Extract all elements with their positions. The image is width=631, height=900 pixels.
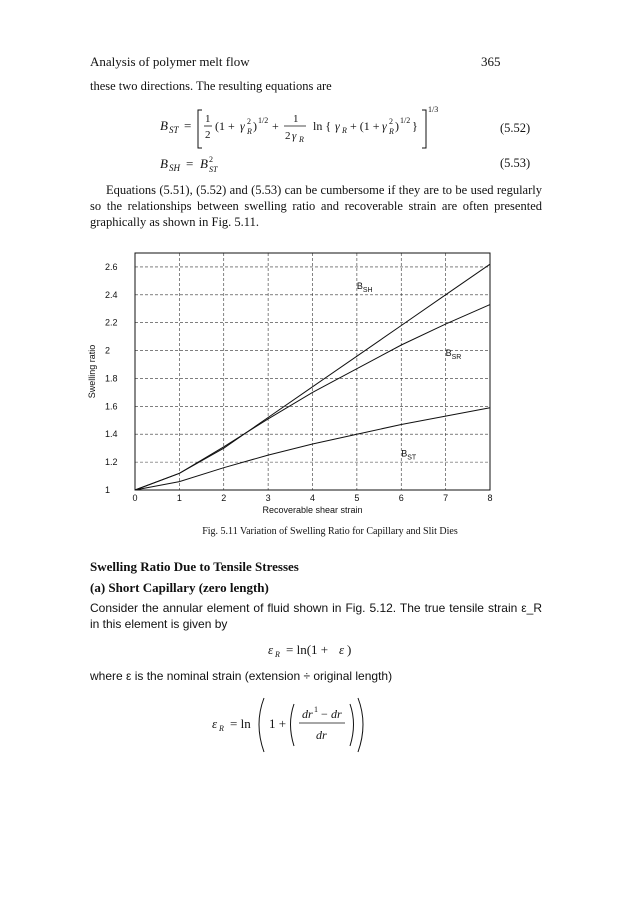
svg-text:}: }: [412, 119, 418, 133]
equation-5-53: [160, 148, 280, 180]
x-tick-label: 0: [132, 493, 138, 503]
chart-ticks: [105, 262, 493, 503]
svg-text:2: 2: [389, 117, 393, 126]
subsection-heading: (a) Short Capillary (zero length): [90, 580, 269, 595]
y-tick-label: 1.8: [105, 373, 118, 384]
svg-text:B: B: [200, 156, 208, 171]
svg-text:γ: γ: [382, 119, 387, 133]
y-tick-label: 1.4: [105, 429, 118, 440]
figure-caption: Fig. 5.11 Variation of Swelling Ratio for Capillary and Slit Dies: [202, 526, 458, 537]
svg-text:= ln(1 +: = ln(1 +: [286, 642, 329, 657]
paragraph-nominal-strain: where ε is the nominal strain (extension ÷ original length): [90, 669, 393, 683]
svg-text:): ): [395, 119, 399, 133]
series-label-b-st: $B_{ST}$: [401, 448, 417, 462]
svg-text:2: 2: [205, 129, 211, 141]
svg-text:R: R: [219, 724, 224, 733]
svg-text:(1 +: (1 +: [215, 119, 235, 133]
svg-text:=: =: [184, 118, 192, 133]
y-tick-label: 2: [105, 345, 111, 356]
svg-text:ε: ε: [212, 716, 218, 731]
svg-text:R: R: [389, 127, 394, 136]
svg-text:2: 2: [247, 117, 251, 126]
svg-text:R: R: [275, 650, 280, 659]
series-label-b-sh: $B_{SH}$: [356, 281, 373, 295]
svg-text:1 +: 1 +: [269, 716, 287, 731]
svg-text:R: R: [299, 135, 304, 144]
y-tick-label: 2.6: [105, 261, 118, 272]
y-tick-label: 1.6: [105, 401, 118, 412]
svg-text:1: 1: [205, 113, 211, 125]
svg-text:): ): [347, 642, 352, 657]
equation-number-5-52: (5.52): [500, 121, 531, 135]
svg-text:dr: dr: [302, 707, 313, 721]
svg-text:2: 2: [285, 130, 291, 142]
x-tick-label: 6: [398, 493, 404, 503]
svg-text:1/2: 1/2: [400, 116, 411, 125]
svg-text:1: 1: [314, 705, 318, 714]
svg-text:ε: ε: [268, 642, 274, 657]
svg-text:−: −: [321, 707, 328, 721]
y-tick-label: 2.2: [105, 317, 118, 328]
svg-text:ln {: ln {: [313, 119, 332, 133]
x-tick-label: 4: [309, 493, 316, 503]
svg-text:γ: γ: [292, 130, 297, 142]
svg-text:γ: γ: [240, 119, 245, 133]
swelling-ratio-chart: [82, 243, 502, 518]
paragraph-tensile-strain: Consider the annular element of fluid shown in Fig. 5.12. The true tensile strain ε_R in this element is given by: [90, 601, 542, 631]
y-axis-label: Swelling ratio: [87, 344, 97, 399]
intro-text: these two directions. The resulting equations are: [90, 79, 332, 93]
equation-strain-expansion: [212, 690, 412, 760]
svg-text:2: 2: [209, 155, 213, 164]
y-tick-label: 1.2: [105, 457, 118, 468]
svg-text:+ (1 +: + (1 +: [350, 119, 380, 133]
svg-text:1/2: 1/2: [258, 116, 269, 125]
series-label-b-sr: $B_{SR}$: [445, 348, 462, 362]
svg-text:1: 1: [293, 113, 299, 125]
page-number: 365: [481, 54, 501, 69]
svg-text:ε: ε: [339, 642, 345, 657]
x-tick-label: 5: [354, 493, 360, 503]
running-header-title: Analysis of polymer melt flow: [90, 54, 250, 69]
x-tick-label: 3: [265, 493, 271, 503]
svg-text:SH: SH: [169, 163, 180, 173]
svg-text:ST: ST: [169, 125, 179, 135]
svg-text:=: =: [186, 156, 194, 171]
svg-text:+: +: [272, 119, 279, 133]
equation-number-5-53: (5.53): [500, 156, 531, 170]
svg-text:dr: dr: [331, 707, 342, 721]
svg-text:B: B: [160, 118, 168, 133]
svg-text:B: B: [160, 156, 168, 171]
y-tick-label: 2.4: [105, 289, 118, 300]
x-axis-label: Recoverable shear strain: [262, 505, 363, 515]
svg-text:): ): [253, 119, 257, 133]
x-tick-label: 1: [176, 493, 182, 503]
svg-text:ST: ST: [209, 165, 218, 174]
section-heading: Swelling Ratio Due to Tensile Stresses: [90, 559, 299, 574]
svg-text:= ln: = ln: [230, 716, 251, 731]
x-tick-label: 2: [221, 493, 227, 503]
paragraph-swelling-ratio-intro: Equations (5.51), (5.52) and (5.53) can be cumbersome if they are to be used regularly so the relationships between swelling ratio and recoverable strain are often presented graphically as shown in Fig. 5.11.: [90, 183, 542, 229]
svg-text:dr: dr: [316, 728, 327, 742]
x-tick-label: 8: [487, 493, 493, 503]
svg-text:R: R: [342, 126, 347, 135]
chart-grid: [135, 253, 490, 490]
x-tick-label: 7: [443, 493, 449, 503]
equation-true-strain: [268, 638, 388, 662]
svg-text:1/3: 1/3: [428, 105, 439, 114]
y-tick-label: 1: [105, 485, 111, 495]
svg-text:R: R: [247, 127, 252, 136]
svg-text:γ: γ: [335, 119, 340, 133]
